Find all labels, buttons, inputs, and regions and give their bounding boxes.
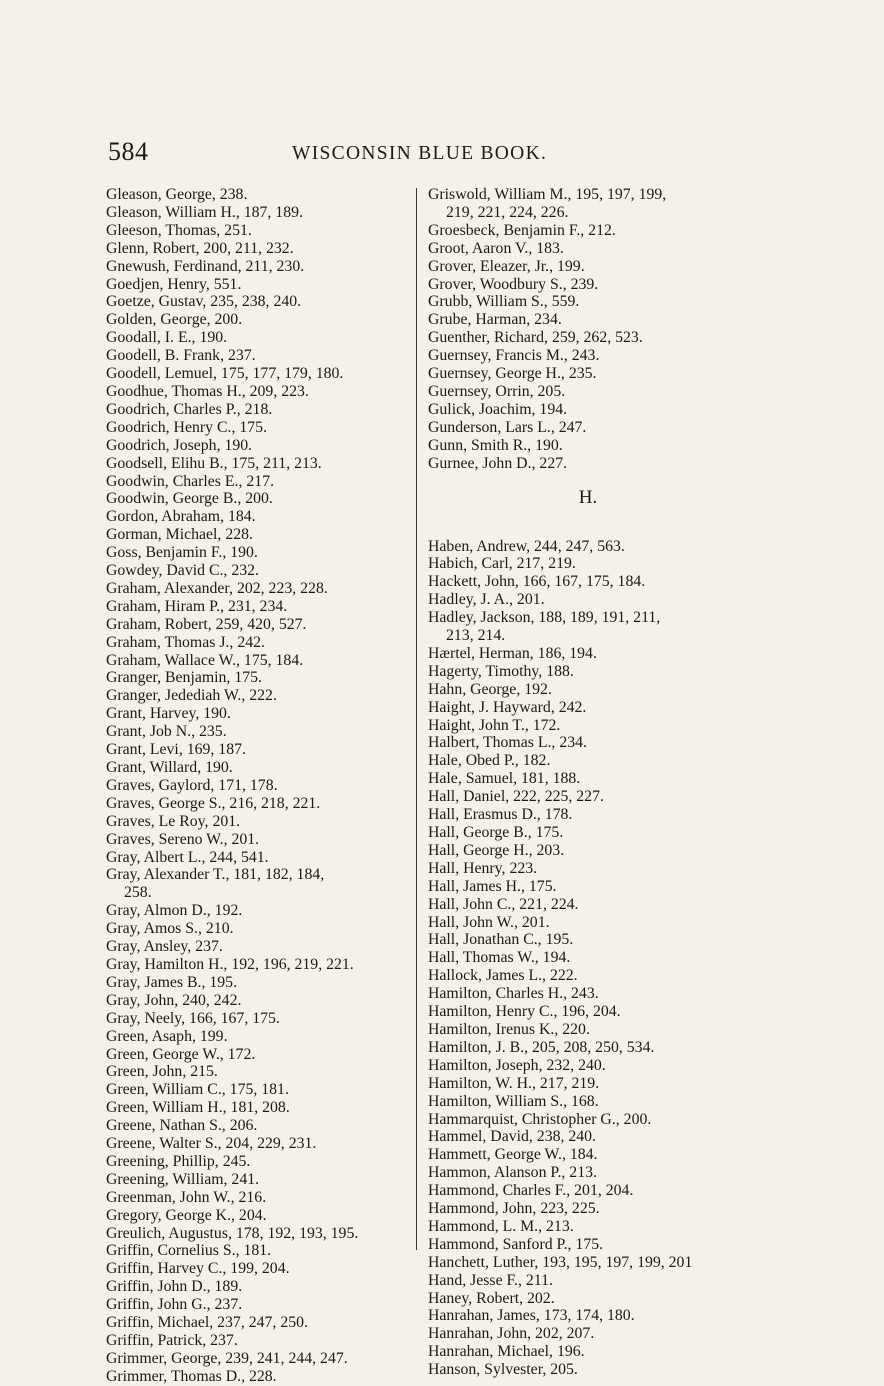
index-entry: Goss, Benjamin F., 190. bbox=[106, 544, 258, 562]
index-entry: Gleason, William H., 187, 189. bbox=[106, 203, 303, 221]
index-entry: Greene, Nathan S., 206. bbox=[106, 1117, 258, 1135]
index-entry: Hackett, John, 166, 167, 175, 184. bbox=[428, 573, 646, 591]
index-entry: Grimmer, George, 239, 241, 244, 247. bbox=[106, 1349, 348, 1367]
index-entry: Halbert, Thomas L., 234. bbox=[428, 734, 587, 752]
running-title: WISCONSIN BLUE BOOK. bbox=[292, 143, 548, 164]
index-entry: Griffin, Cornelius S., 181. bbox=[106, 1242, 272, 1260]
index-entry: Griffin, Patrick, 237. bbox=[106, 1332, 238, 1349]
index-entry: Hammond, Charles F., 201, 204. bbox=[428, 1182, 634, 1200]
index-entry: Hammel, David, 238, 240. bbox=[428, 1128, 597, 1146]
index-entry: Hammond, L. M., 213. bbox=[428, 1217, 574, 1235]
index-entry: Graves, George S., 216, 218, 221. bbox=[106, 794, 321, 812]
index-entry: Gray, Albert L., 244, 541. bbox=[106, 848, 269, 866]
index-entry: Habich, Carl, 217, 219. bbox=[428, 555, 576, 573]
index-entry: Hamilton, J. B., 205, 208, 250, 534. bbox=[428, 1038, 655, 1056]
index-group-g-continued bbox=[428, 186, 758, 473]
index-entry: Guernsey, Francis M., 243. bbox=[428, 347, 600, 365]
index-entry: Hamilton, Henry C., 196, 204. bbox=[428, 1003, 621, 1021]
index-entry: Green, John, 215. bbox=[106, 1063, 218, 1081]
index-entry: Groesbeck, Benjamin F., 212. bbox=[428, 221, 616, 239]
index-entry: Graham, Robert, 259, 420, 527. bbox=[106, 615, 307, 633]
index-entry: Graham, Alexander, 202, 223, 228. bbox=[106, 579, 328, 597]
index-entry: Grant, Harvey, 190. bbox=[106, 705, 231, 723]
index-entry: Hall, Henry, 223. bbox=[428, 859, 538, 877]
index-entry: Hanrahan, James, 173, 174, 180. bbox=[428, 1307, 635, 1325]
index-entry: Hadley, Jackson, 188, 189, 191, 211, bbox=[428, 609, 661, 627]
index-entry: Hammon, Alanson P., 213. bbox=[428, 1164, 597, 1182]
index-group-h bbox=[428, 538, 758, 1380]
index-entry: Hall, Erasmus D., 178. bbox=[428, 806, 573, 824]
index-entry: Haight, John T., 172. bbox=[428, 716, 561, 734]
index-entry: Gray, Amos S., 210. bbox=[106, 920, 234, 938]
index-entry: Graves, Gaylord, 171, 178. bbox=[106, 776, 278, 794]
index-entry: Gray, Hamilton H., 192, 196, 219, 221. bbox=[106, 955, 354, 973]
index-entry: Gordon, Abraham, 184. bbox=[106, 508, 256, 526]
index-entry: Goodell, Lemuel, 175, 177, 179, 180. bbox=[106, 365, 344, 383]
index-entry: Granger, Jedediah W., 222. bbox=[106, 687, 277, 705]
index-entry: Hall, John C., 221, 224. bbox=[428, 895, 579, 913]
index-entry: Hall, James H., 175. bbox=[428, 877, 557, 895]
index-entry: Hadley, J. A., 201. bbox=[428, 591, 545, 609]
index-entry: Gleason, George, 238. bbox=[106, 186, 248, 203]
index-entry: Goodwin, Charles E., 217. bbox=[106, 472, 275, 490]
index-entry: Gray, James B., 195. bbox=[106, 973, 238, 991]
index-entry: Hammond, Sanford P., 175. bbox=[428, 1235, 604, 1253]
index-entry: Hanson, Sylvester, 205. bbox=[428, 1361, 578, 1379]
index-entry: Greene, Walter S., 204, 229, 231. bbox=[106, 1135, 317, 1153]
index-entry: Granger, Benjamin, 175. bbox=[106, 669, 262, 687]
index-entry: Gleeson, Thomas, 251. bbox=[106, 221, 252, 239]
index-entry: Goetze, Gustav, 235, 238, 240. bbox=[106, 293, 302, 311]
index-entry: Hale, Samuel, 181, 188. bbox=[428, 770, 581, 788]
index-entry: Hamilton, Charles H., 243. bbox=[428, 985, 599, 1003]
index-entry: Hamilton, William S., 168. bbox=[428, 1092, 599, 1110]
index-entry: Gray, Ansley, 237. bbox=[106, 938, 223, 956]
index-entry: Gowdey, David C., 232. bbox=[106, 562, 259, 580]
index-column-left bbox=[106, 186, 411, 1386]
page-number: 584 bbox=[108, 137, 149, 166]
index-entry: Gorman, Michael, 228. bbox=[106, 526, 253, 544]
index-entry: Grant, Job N., 235. bbox=[106, 723, 227, 741]
index-entry: Hall, Daniel, 222, 225, 227. bbox=[428, 788, 604, 806]
index-entry: Hallock, James L., 222. bbox=[428, 967, 578, 985]
index-entry: Gray, Neely, 166, 167, 175. bbox=[106, 1009, 280, 1027]
index-entry: Hanrahan, Michael, 196. bbox=[428, 1343, 585, 1361]
index-entry: Gnewush, Ferdinand, 211, 230. bbox=[106, 257, 305, 275]
index-entry: Guenther, Richard, 259, 262, 523. bbox=[428, 329, 643, 347]
index-entry: Guernsey, George H., 235. bbox=[428, 365, 597, 383]
index-entry: Grube, Harman, 234. bbox=[428, 311, 562, 329]
index-entry: Hammett, George W., 184. bbox=[428, 1146, 598, 1164]
index-entry: Goodell, B. Frank, 237. bbox=[106, 347, 256, 365]
index-entry: Gunn, Smith R., 190. bbox=[428, 436, 563, 454]
index-entry: 219, 221, 224, 226. bbox=[446, 203, 569, 221]
index-entry: Hale, Obed P., 182. bbox=[428, 752, 551, 770]
column-divider bbox=[416, 188, 417, 1250]
index-entry: Green, George W., 172. bbox=[106, 1045, 256, 1063]
index-entry: Gray, Almon D., 192. bbox=[106, 902, 243, 920]
index-entry: 213, 214. bbox=[446, 627, 506, 645]
index-entry: Green, William H., 181, 208. bbox=[106, 1099, 290, 1117]
index-entry: Greulich, Augustus, 178, 192, 193, 195. bbox=[106, 1224, 359, 1242]
index-entry: Golden, George, 200. bbox=[106, 311, 243, 329]
index-entry: Griffin, John D., 189. bbox=[106, 1278, 243, 1296]
index-entry: Hall, John W., 201. bbox=[428, 913, 550, 931]
index-entry: Hand, Jesse F., 211. bbox=[428, 1271, 553, 1289]
index-entry: Hall, George H., 203. bbox=[428, 841, 565, 859]
index-entry: Hahn, George, 192. bbox=[428, 680, 552, 698]
index-entry: Griswold, William M., 195, 197, 199, bbox=[428, 186, 667, 203]
index-entry: Graham, Thomas J., 242. bbox=[106, 633, 265, 651]
index-entry: Hamilton, Irenus K., 220. bbox=[428, 1020, 590, 1038]
index-entry: Hall, Jonathan C., 195. bbox=[428, 931, 574, 949]
index-entry: Gurnee, John D., 227. bbox=[428, 454, 568, 472]
index-entry: Guernsey, Orrin, 205. bbox=[428, 382, 566, 400]
index-entry: Graves, Le Roy, 201. bbox=[106, 812, 241, 830]
section-heading-h: H. bbox=[578, 486, 598, 508]
index-entry: Graves, Sereno W., 201. bbox=[106, 830, 260, 848]
index-entry: Goodall, I. E., 190. bbox=[106, 329, 228, 347]
index-entry: Groot, Aaron V., 183. bbox=[428, 239, 564, 257]
index-entry: Hall, George B., 175. bbox=[428, 824, 564, 841]
index-entry: Hamilton, W. H., 217, 219. bbox=[428, 1074, 600, 1092]
index-entry: Graham, Wallace W., 175, 184. bbox=[106, 651, 304, 669]
index-entry: Griffin, John G., 237. bbox=[106, 1296, 243, 1314]
index-column-right bbox=[428, 186, 758, 1379]
index-entry: Gunderson, Lars L., 247. bbox=[428, 418, 587, 436]
index-entry: Greening, Phillip, 245. bbox=[106, 1152, 251, 1170]
index-entry: Hammarquist, Christopher G., 200. bbox=[428, 1110, 652, 1128]
index-entry: Griffin, Michael, 237, 247, 250. bbox=[106, 1314, 308, 1332]
index-entry: Hanchett, Luther, 193, 195, 197, 199, 201 bbox=[428, 1253, 693, 1271]
index-entry: Green, Asaph, 199. bbox=[106, 1027, 228, 1045]
index-entry: Goodrich, Henry C., 175. bbox=[106, 418, 268, 436]
index-entry: Hagerty, Timothy, 188. bbox=[428, 662, 574, 680]
index-entry: Goodhue, Thomas H., 209, 223. bbox=[106, 382, 309, 400]
index-entry: Goodsell, Elihu B., 175, 211, 213. bbox=[106, 454, 322, 472]
index-entry: Grubb, William S., 559. bbox=[428, 293, 580, 311]
index-entry: Gray, Alexander T., 181, 182, 184, bbox=[106, 866, 325, 884]
index-entry: Grant, Levi, 169, 187. bbox=[106, 741, 246, 759]
index-entry: Grimmer, Thomas D., 228. bbox=[106, 1367, 277, 1385]
index-entry: 258. bbox=[124, 884, 152, 902]
index-entry: Grover, Eleazer, Jr., 199. bbox=[428, 257, 585, 275]
index-entry: Grover, Woodbury S., 239. bbox=[428, 275, 599, 293]
index-entry: Goodrich, Charles P., 218. bbox=[106, 400, 273, 418]
index-entry: Grant, Willard, 190. bbox=[106, 759, 233, 776]
index-entry: Graham, Hiram P., 231, 234. bbox=[106, 597, 288, 615]
index-entry: Gulick, Joachim, 194. bbox=[428, 400, 568, 418]
index-entry: Haben, Andrew, 244, 247, 563. bbox=[428, 537, 625, 555]
index-entry: Green, William C., 175, 181. bbox=[106, 1081, 289, 1099]
index-entry: Gray, John, 240, 242. bbox=[106, 991, 242, 1009]
index-entry: Goedjen, Henry, 551. bbox=[106, 275, 242, 293]
index-entry: Haney, Robert, 202. bbox=[428, 1289, 555, 1307]
index-entry: Greenman, John W., 216. bbox=[106, 1188, 267, 1206]
index-entry: Hanrahan, John, 202, 207. bbox=[428, 1325, 595, 1343]
index-entry: Hærtel, Herman, 186, 194. bbox=[428, 644, 597, 662]
index-entry: Hamilton, Joseph, 232, 240. bbox=[428, 1056, 606, 1074]
index-entry: Goodrich, Joseph, 190. bbox=[106, 436, 253, 454]
index-entry: Greening, William, 241. bbox=[106, 1170, 260, 1188]
index-entry: Gregory, George K., 204. bbox=[106, 1206, 267, 1224]
index-entry: Hall, Thomas W., 194. bbox=[428, 949, 571, 967]
index-entry: Haight, J. Hayward, 242. bbox=[428, 698, 587, 716]
index-entry: Goodwin, George B., 200. bbox=[106, 490, 273, 508]
index-entry: Hammond, John, 223, 225. bbox=[428, 1200, 600, 1218]
index-entry: Glenn, Robert, 200, 211, 232. bbox=[106, 239, 294, 257]
index-entry: Griffin, Harvey C., 199, 204. bbox=[106, 1260, 290, 1278]
